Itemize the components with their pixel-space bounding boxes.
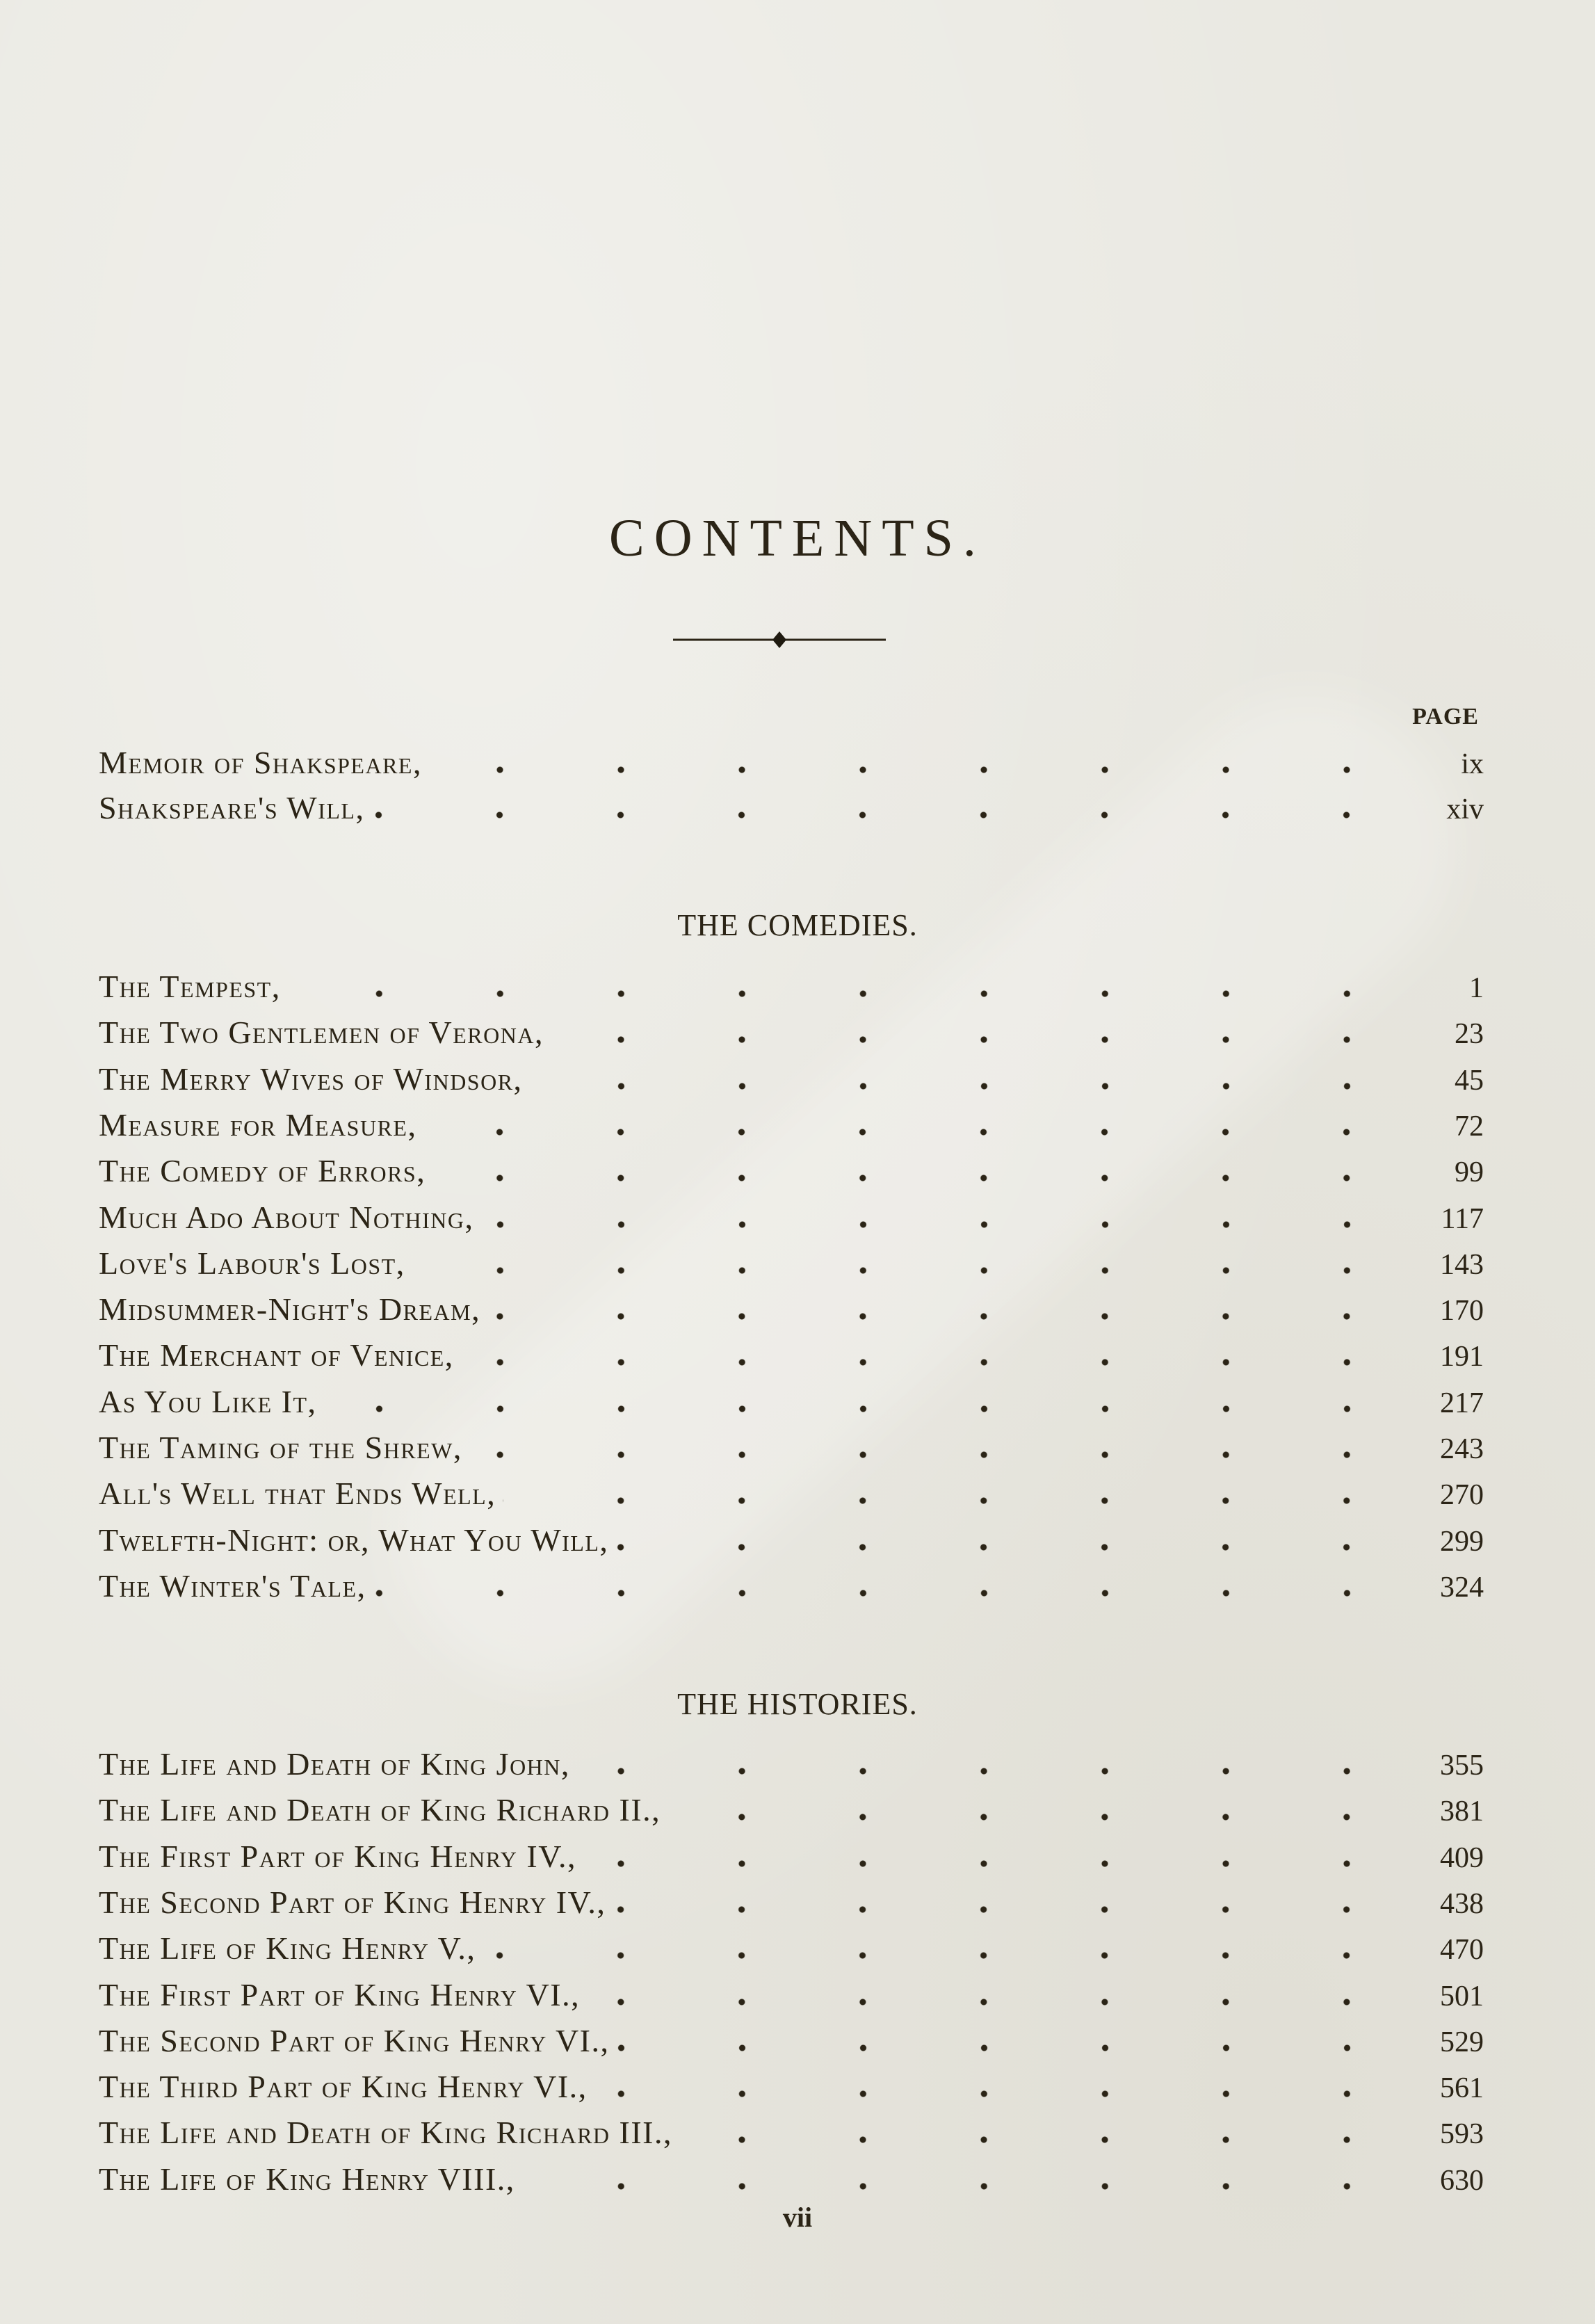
toc-entry[interactable] bbox=[99, 1884, 1484, 1926]
dot-leader bbox=[461, 1359, 1407, 1366]
entry-title: The Second Part of King Henry VI., bbox=[99, 2022, 610, 2058]
toc-entry[interactable] bbox=[99, 1106, 1484, 1148]
entry-page: 45 bbox=[1455, 1064, 1484, 1097]
entry-title: The Life and Death of King John, bbox=[99, 1746, 570, 1782]
dot-leader bbox=[667, 1814, 1407, 1821]
toc-entry[interactable] bbox=[99, 1838, 1484, 1880]
entry-page: 630 bbox=[1440, 2164, 1484, 2197]
page-column-label: PAGE bbox=[1412, 704, 1479, 729]
toc-entry[interactable] bbox=[99, 1791, 1484, 1833]
page-number: vii bbox=[782, 2202, 813, 2233]
entry-title: As You Like It, bbox=[99, 1383, 317, 1419]
toc-entry[interactable] bbox=[99, 1337, 1484, 1378]
dot-leader bbox=[551, 1036, 1407, 1043]
entry-page: 23 bbox=[1455, 1018, 1484, 1051]
dot-leader bbox=[583, 1860, 1407, 1867]
entry-title: Twelfth-Night: or, What You Will, bbox=[99, 1522, 609, 1558]
dot-leader bbox=[522, 2183, 1407, 2190]
toc-entry[interactable] bbox=[99, 1976, 1484, 2018]
entry-title: Love's Labour's Lost, bbox=[99, 1245, 405, 1281]
entry-page: 438 bbox=[1440, 1887, 1484, 1920]
entry-title: The Third Part of King Henry VI., bbox=[99, 2069, 588, 2105]
entry-page: 324 bbox=[1440, 1571, 1484, 1604]
dot-leader bbox=[412, 1267, 1407, 1274]
toc-entry[interactable] bbox=[99, 2161, 1484, 2202]
toc-entry[interactable] bbox=[99, 1383, 1484, 1425]
entry-title: The Comedy of Errors, bbox=[99, 1153, 426, 1189]
entry-title: The Winter's Tale, bbox=[99, 1567, 366, 1604]
entry-page: ix bbox=[1461, 748, 1484, 780]
entry-title: The Two Gentlemen of Verona, bbox=[99, 1015, 544, 1051]
toc-entry[interactable] bbox=[99, 1522, 1484, 1563]
entry-title: All's Well that Ends Well, bbox=[99, 1476, 496, 1512]
dot-leader bbox=[487, 1313, 1407, 1320]
dot-leader bbox=[577, 1768, 1407, 1775]
dot-leader bbox=[469, 1451, 1407, 1458]
section-heading-comedies: THE COMEDIES. bbox=[677, 908, 918, 942]
entry-page: 381 bbox=[1440, 1796, 1484, 1828]
entry-page: xiv bbox=[1446, 793, 1484, 825]
entry-title: Shakspeare's Will, bbox=[99, 790, 365, 825]
entry-title: Measure for Measure, bbox=[99, 1106, 417, 1143]
toc-entry[interactable] bbox=[99, 1429, 1484, 1471]
entry-title: The First Part of King Henry IV., bbox=[99, 1838, 577, 1874]
entry-page: 191 bbox=[1440, 1341, 1484, 1373]
dot-leader bbox=[373, 1590, 1407, 1597]
entry-title: The Taming of the Shrew, bbox=[99, 1430, 462, 1465]
entry-page: 1 bbox=[1469, 972, 1484, 1004]
dot-leader bbox=[483, 1952, 1407, 1959]
entry-page: 170 bbox=[1440, 1295, 1484, 1328]
toc-entry[interactable] bbox=[99, 1245, 1484, 1286]
entry-page: 409 bbox=[1440, 1841, 1484, 1874]
entry-page: 593 bbox=[1440, 2118, 1484, 2151]
dot-leader bbox=[324, 1405, 1407, 1412]
entry-title: Much Ado About Nothing, bbox=[99, 1199, 474, 1235]
toc-entry[interactable] bbox=[99, 2022, 1484, 2064]
entry-title: The Tempest, bbox=[99, 969, 281, 1004]
toc-entry[interactable] bbox=[99, 789, 1484, 831]
entry-page: 470 bbox=[1440, 1934, 1484, 1967]
dot-leader bbox=[481, 1221, 1407, 1228]
entry-title: Midsummer-Night's Dream, bbox=[99, 1291, 481, 1328]
dot-leader bbox=[288, 990, 1407, 997]
entry-page: 217 bbox=[1440, 1387, 1484, 1419]
entry-page: 299 bbox=[1440, 1525, 1484, 1558]
dot-leader bbox=[587, 1999, 1407, 2006]
toc-entry[interactable] bbox=[99, 1199, 1484, 1241]
entry-title: Memoir of Shakspeare, bbox=[99, 745, 422, 780]
entry-page: 561 bbox=[1440, 2072, 1484, 2105]
dot-leader bbox=[615, 1544, 1407, 1551]
toc-entry[interactable] bbox=[99, 1930, 1484, 1971]
toc-entry[interactable] bbox=[99, 1475, 1484, 1517]
entry-page: 117 bbox=[1441, 1202, 1484, 1235]
toc-entry[interactable] bbox=[99, 2068, 1484, 2110]
toc-entry[interactable] bbox=[99, 744, 1484, 786]
entry-page: 143 bbox=[1440, 1248, 1484, 1281]
dot-leader bbox=[594, 2090, 1407, 2097]
toc-entry[interactable] bbox=[99, 1567, 1484, 1609]
toc-entry[interactable] bbox=[99, 1014, 1484, 1056]
entry-page: 355 bbox=[1440, 1750, 1484, 1782]
dot-leader bbox=[423, 1129, 1407, 1136]
dot-leader bbox=[679, 2136, 1407, 2143]
toc-entry[interactable] bbox=[99, 2114, 1484, 2156]
entry-page: 72 bbox=[1455, 1110, 1484, 1143]
toc-entry[interactable] bbox=[99, 1745, 1484, 1787]
dot-leader bbox=[530, 1083, 1407, 1090]
diamond-rule-ornament bbox=[673, 629, 886, 650]
dot-leader bbox=[613, 1906, 1407, 1913]
dot-leader bbox=[371, 812, 1407, 818]
dot-leader bbox=[503, 1497, 1407, 1504]
dot-leader bbox=[617, 2044, 1408, 2051]
entry-title: The Life of King Henry V., bbox=[99, 1930, 476, 1967]
dot-leader bbox=[429, 766, 1407, 773]
toc-entry[interactable] bbox=[99, 1152, 1484, 1194]
section-heading-histories: THE HISTORIES. bbox=[677, 1687, 918, 1721]
page-title: CONTENTS. bbox=[609, 508, 986, 567]
entry-title: The Life and Death of King Richard III., bbox=[99, 2115, 672, 2151]
entry-page: 270 bbox=[1440, 1479, 1484, 1512]
toc-entry[interactable] bbox=[99, 1060, 1484, 1102]
entry-title: The Life and Death of King Richard II., bbox=[99, 1792, 661, 1828]
entry-title: The Merry Wives of Windsor, bbox=[99, 1060, 523, 1097]
dot-leader bbox=[432, 1175, 1407, 1181]
entry-title: The Life of King Henry VIII., bbox=[99, 2161, 515, 2197]
entry-page: 99 bbox=[1455, 1156, 1484, 1189]
entry-title: The Second Part of King Henry IV., bbox=[99, 1884, 606, 1920]
toc-entry[interactable] bbox=[99, 1291, 1484, 1332]
entry-page: 529 bbox=[1440, 2026, 1484, 2058]
toc-entry[interactable] bbox=[99, 968, 1484, 1010]
entry-title: The Merchant of Venice, bbox=[99, 1337, 454, 1373]
entry-page: 243 bbox=[1440, 1433, 1484, 1465]
entry-title: The First Part of King Henry VI., bbox=[99, 1976, 581, 2012]
entry-page: 501 bbox=[1440, 1980, 1484, 2012]
